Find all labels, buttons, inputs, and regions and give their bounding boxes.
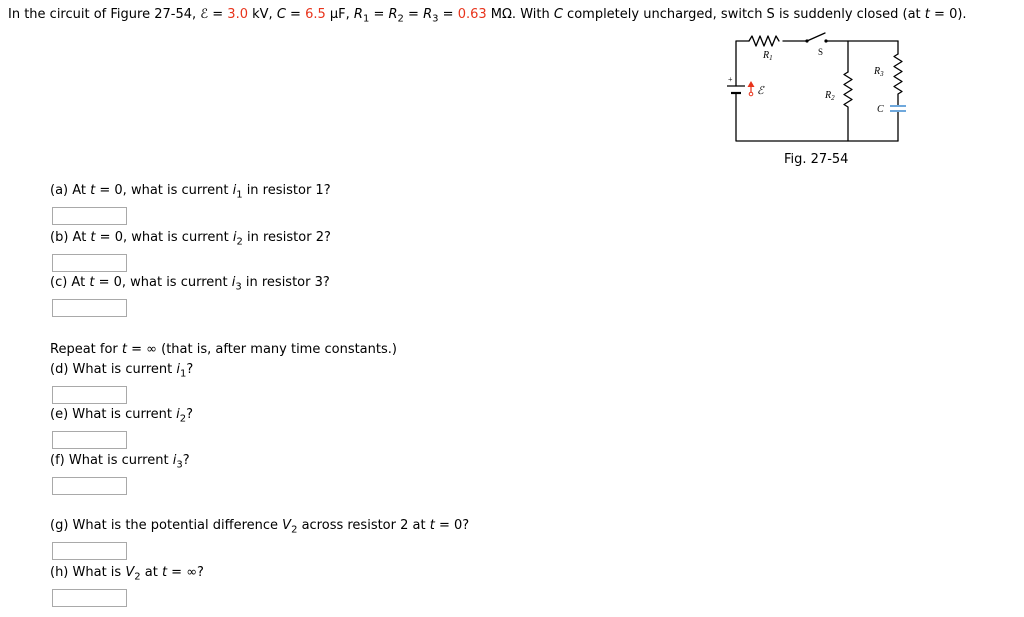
question-h: (h) What is $V_2$ at t = ∞?: [50, 565, 204, 583]
answer-input-b[interactable]: [52, 254, 127, 272]
label-emf: ℰ: [757, 85, 764, 97]
label-r1: $R_1$: [763, 50, 773, 62]
question-g: (g) What is the potential difference $V_2$ across resistor 2 at t = 0?: [50, 518, 470, 536]
label-switch: S: [818, 47, 824, 57]
left-wire: [736, 41, 749, 86]
resistor-r1: [749, 36, 779, 46]
label-r3: $R_3$: [874, 66, 884, 78]
answer-input-e[interactable]: [52, 431, 127, 449]
figure-caption: Fig. 27-54: [784, 152, 849, 167]
answer-input-c[interactable]: [52, 299, 127, 317]
question-c: (c) At t = 0, what is current $i_3$ in resistor 3?: [50, 275, 330, 293]
question-d: (d) What is current $i_1$?: [50, 362, 194, 380]
switch: [807, 33, 825, 41]
circuit-diagram: [729, 30, 915, 148]
answer-input-f[interactable]: [52, 477, 127, 495]
capacitance-value: 6.5: [305, 7, 326, 22]
emf-arrow-tail: [749, 92, 753, 96]
answer-input-h[interactable]: [52, 589, 127, 607]
answer-input-g[interactable]: [52, 542, 127, 560]
answer-input-d[interactable]: [52, 386, 127, 404]
emf-value: 3.0: [227, 7, 248, 22]
resistor-r3: [894, 54, 902, 106]
resistor-r2: [844, 72, 852, 141]
emf-arrow-head: [748, 81, 755, 87]
question-b: (b) At t = 0, what is current $i_2$ in resistor 2?: [50, 230, 331, 248]
switch-contact: [824, 39, 827, 42]
problem-statement: In the circuit of Figure 27-54, ℰ = 3.0 kV, C = 6.5 μF, $R_1 = R_2 = R_3 = 0.63$ MΩ. With C completely uncharged, switch S is suddenly closed (at t = 0).: [8, 7, 967, 25]
question-e: (e) What is current $i_2$?: [50, 407, 194, 425]
label-plus: +: [728, 75, 733, 84]
emf-symbol: ℰ: [200, 7, 209, 22]
question-a: (a) At t = 0, what is current $i_1$ in resistor 1?: [50, 183, 331, 201]
resistance-value: 0.63: [457, 7, 487, 22]
bottom-wire: [736, 93, 898, 141]
question-f: (f) What is current $i_3$?: [50, 453, 190, 471]
answer-input-a[interactable]: [52, 207, 127, 225]
repeat-instruction: Repeat for t = ∞ (that is, after many time constants.): [50, 342, 397, 357]
label-c: C: [877, 104, 884, 115]
label-r2: $R_2$: [825, 90, 835, 102]
switch-pivot: [805, 39, 808, 42]
